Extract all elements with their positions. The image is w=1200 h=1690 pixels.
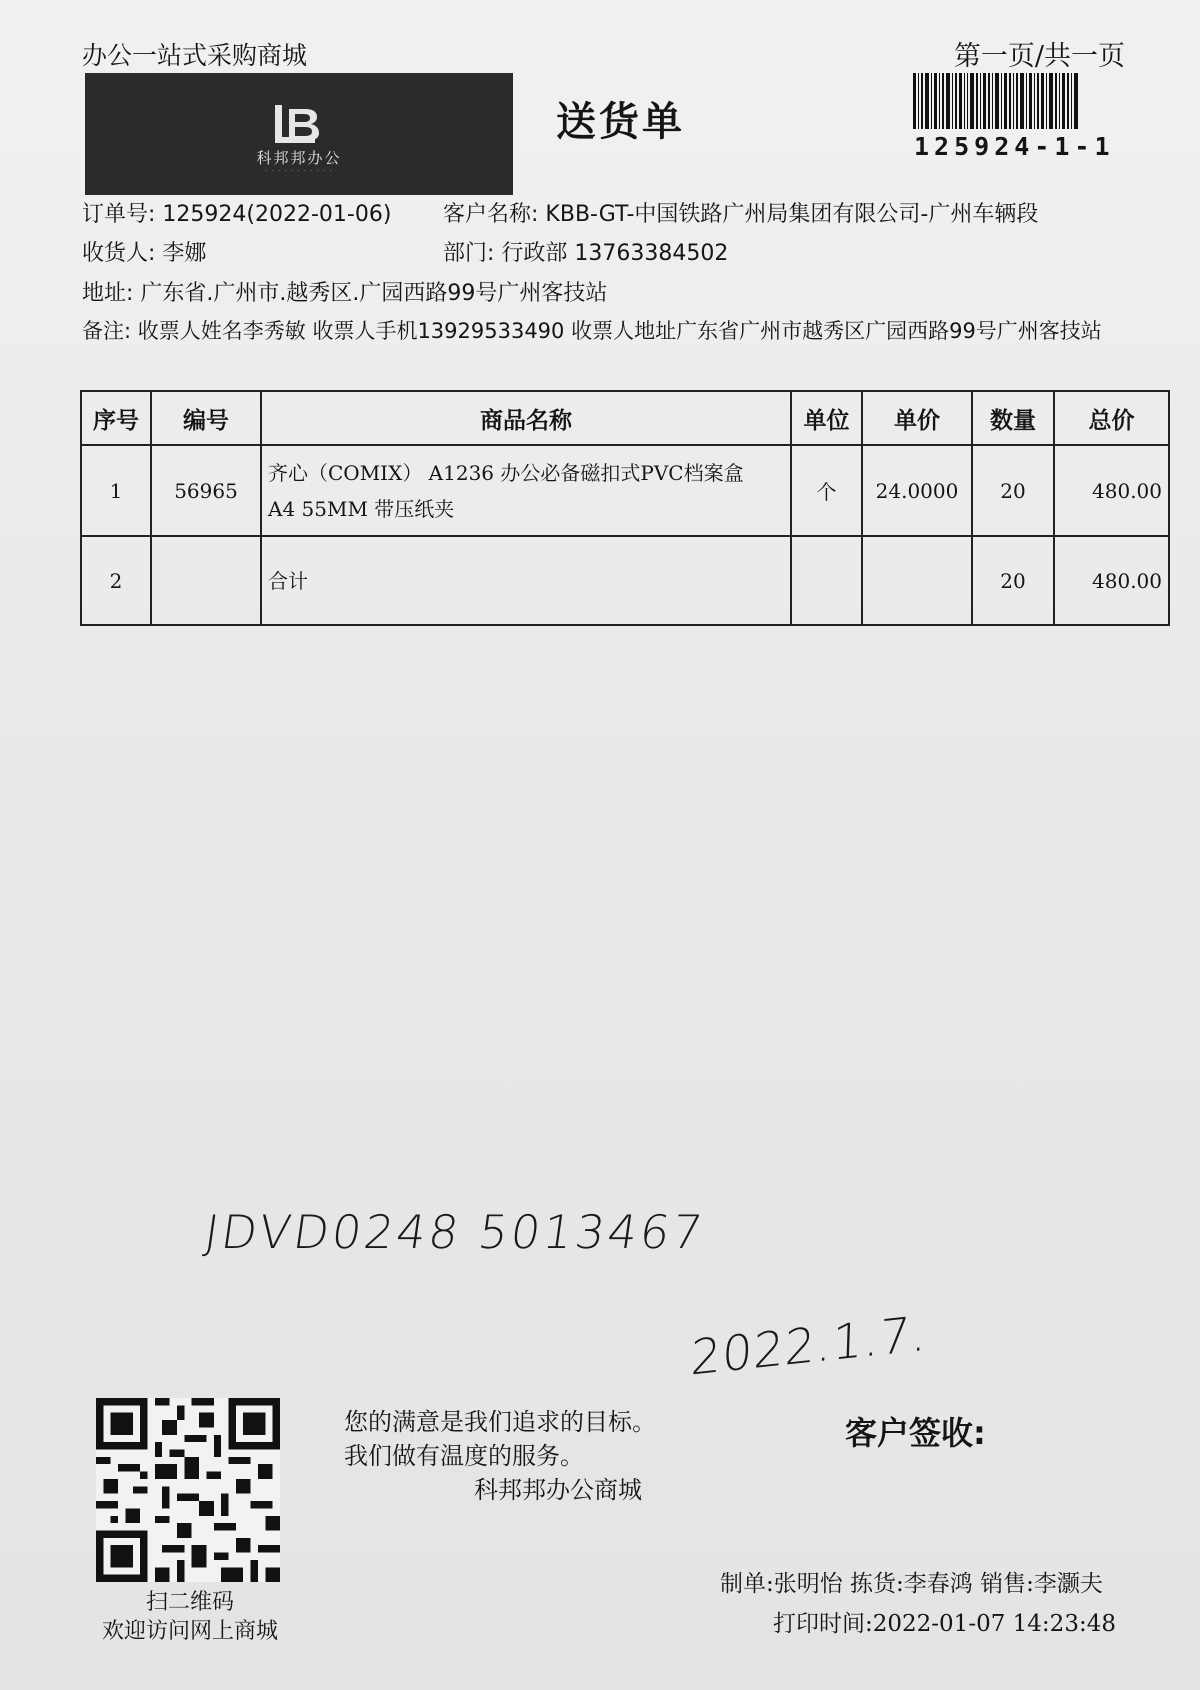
header-code: 编号 <box>151 391 261 445</box>
header-quantity: 数量 <box>972 391 1054 445</box>
department-line <box>443 236 728 267</box>
cell-total: 480.00 <box>1054 536 1169 625</box>
cell-quantity: 20 <box>972 445 1054 536</box>
address-line <box>82 276 607 307</box>
slogan-line3: 科邦邦办公商城 <box>474 1476 642 1504</box>
slogan-line1: 您的满意是我们追求的目标。 <box>344 1408 656 1436</box>
remark-value: 收票人姓名李秀敏 收票人手机13929533490 收票人地址广东省广州市越秀区广园西路99号广州客技站 <box>137 319 1102 343</box>
footer-print-time: 打印时间:2022-01-07 14:23:48 <box>773 1611 1116 1637</box>
logo-b-icon <box>271 103 323 145</box>
qr-caption-line2: 欢迎访问网上商城 <box>101 1619 278 1644</box>
handwritten-tracking-number: JDVD0248 5013467 <box>201 1205 709 1259</box>
department-value: 行政部 13763384502 <box>501 241 729 266</box>
cell-code: 56965 <box>151 445 261 536</box>
cell-total: 480.00 <box>1054 445 1169 536</box>
order-number: 125924(2022-01-06) <box>162 202 392 227</box>
cell-unit-price <box>862 536 972 625</box>
logo-subtext: · · · · · · · · · · · <box>265 167 333 175</box>
barcode <box>913 73 1123 129</box>
order-number-label: 订单号: <box>82 202 156 227</box>
cell-product-name <box>261 536 791 625</box>
page-info: 第一页/共一页 <box>953 41 1125 72</box>
barcode-number: 125924-1-1 <box>914 132 1115 161</box>
document-title: 送货单 <box>556 99 685 145</box>
shop-name: 办公一站式采购商城 <box>82 41 308 70</box>
qr-caption-line1: 扫二维码 <box>145 1590 234 1615</box>
company-logo <box>85 73 513 195</box>
slogan-line2: 我们做有温度的服务。 <box>344 1442 584 1470</box>
footer-staff-line: 制单:张明怡 拣货:李春鸿 销售:李灏夫 <box>720 1571 1103 1597</box>
table-row <box>81 536 1169 625</box>
receiver-name: 李娜 <box>162 241 207 266</box>
table-row <box>81 445 1169 536</box>
receiver-line <box>82 236 206 267</box>
department-label: 部门: <box>443 241 495 266</box>
receiver-label: 收货人: <box>82 241 156 266</box>
header-unit-price: 单价 <box>862 391 972 445</box>
header-product-name: 商品名称 <box>261 391 791 445</box>
order-number-line <box>82 197 391 228</box>
address-label: 地址: <box>82 281 134 306</box>
customer-signature-label: 客户签收: <box>845 1414 986 1452</box>
summary-label: 合计 <box>268 568 308 593</box>
product-name-line2: A4 55MM 带压纸夹 <box>268 496 455 521</box>
address-value: 广东省.广州市.越秀区.广园西路99号广州客技站 <box>140 281 608 306</box>
qr-code <box>96 1398 280 1582</box>
customer-name: KBB-GT-中国铁路广州局集团有限公司-广州车辆段 <box>545 202 1039 227</box>
remark-line <box>82 315 1102 345</box>
remark-label: 备注: <box>82 319 132 343</box>
header-unit: 单位 <box>791 391 862 445</box>
cell-unit: 个 <box>791 445 862 536</box>
product-name-line1: 齐心（COMIX） A1236 办公必备磁扣式PVC档案盒 <box>268 460 744 485</box>
handwritten-date: 2022.1.7. <box>689 1305 929 1387</box>
cell-seq: 2 <box>81 536 151 625</box>
slogan <box>344 1405 656 1507</box>
customer-line <box>443 197 1038 228</box>
cell-code <box>151 536 261 625</box>
cell-seq: 1 <box>81 445 151 536</box>
logo-text: 科邦邦办公 <box>256 149 342 167</box>
header-seq: 序号 <box>81 391 151 445</box>
cell-quantity: 20 <box>972 536 1054 625</box>
cell-unit-price: 24.0000 <box>862 445 972 536</box>
cell-product-name <box>261 445 791 536</box>
header-total: 总价 <box>1054 391 1169 445</box>
customer-label: 客户名称: <box>443 202 539 227</box>
items-table <box>80 390 1170 626</box>
cell-unit <box>791 536 862 625</box>
table-header-row <box>81 391 1169 445</box>
